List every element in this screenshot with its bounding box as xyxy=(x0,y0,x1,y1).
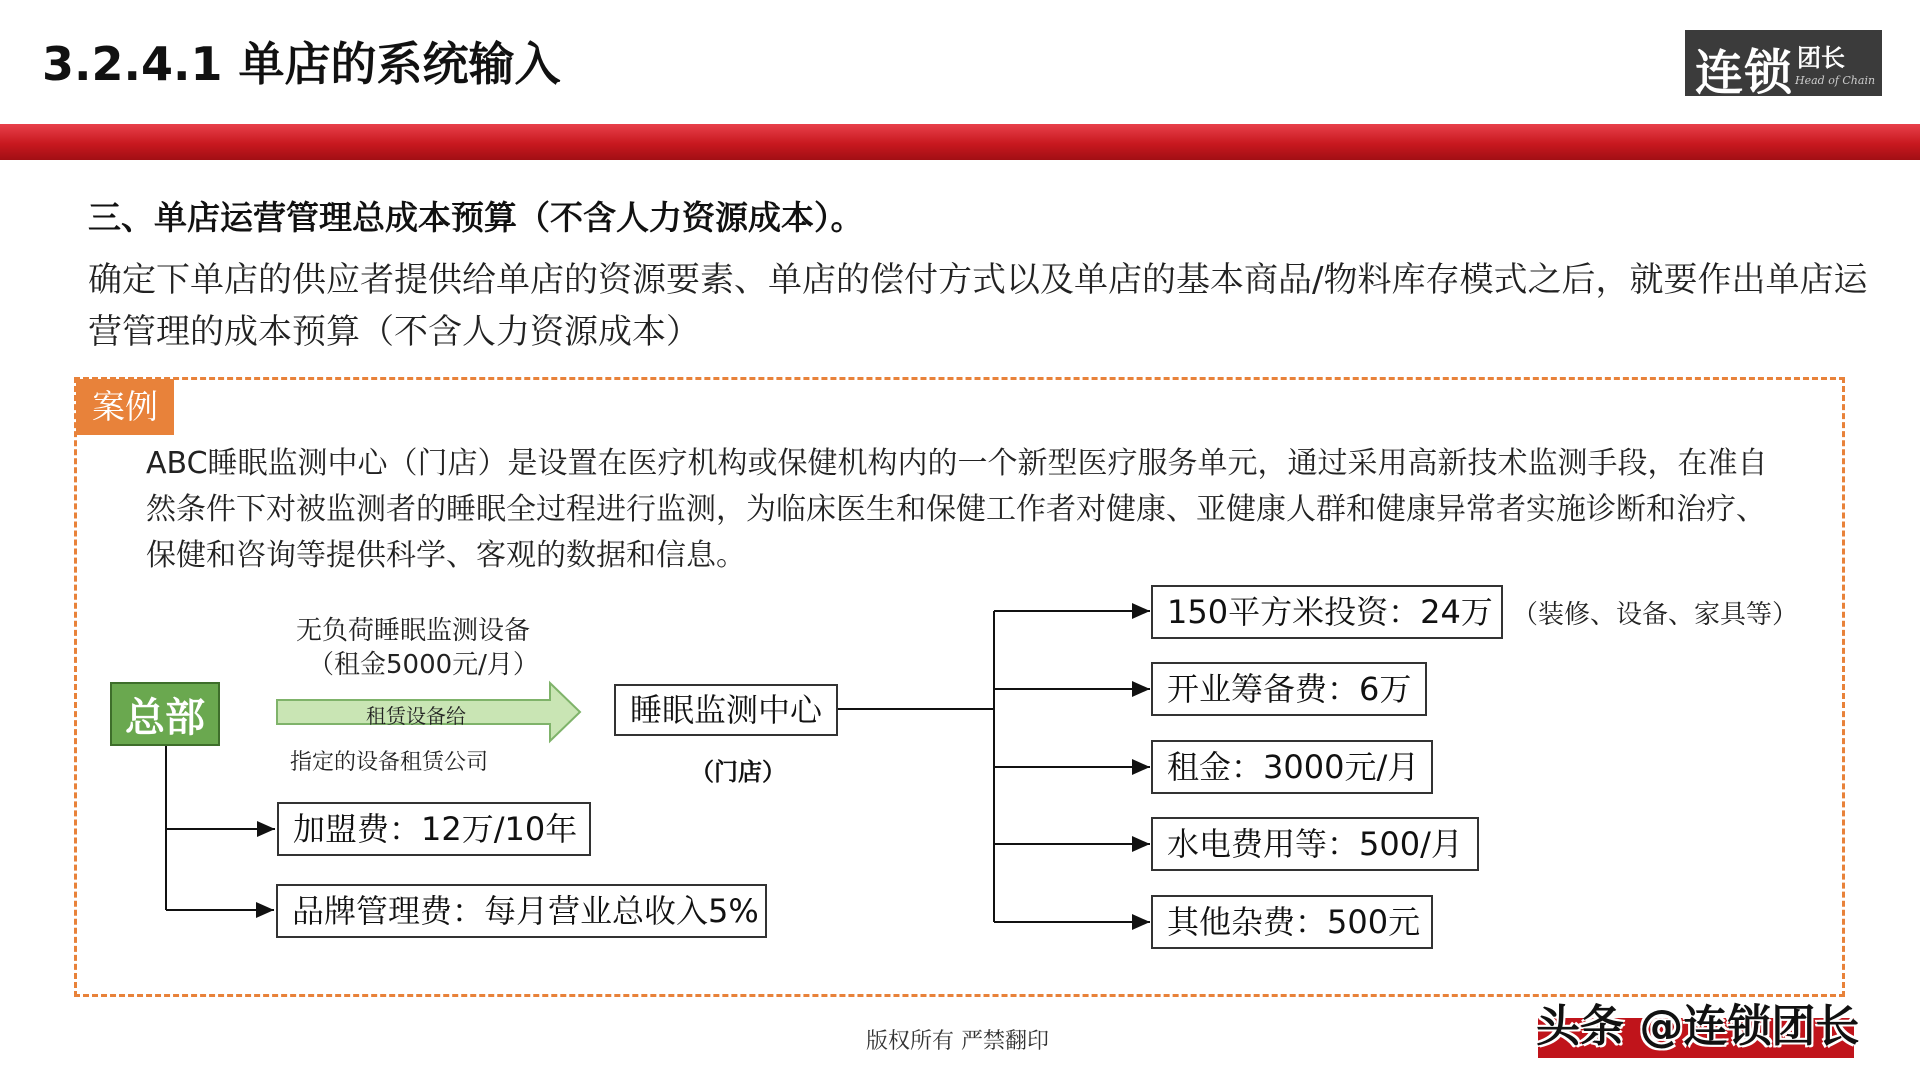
logo-english-text: Head of Chain xyxy=(1795,74,1876,87)
case-description: ABC睡眠监测中心（门店）是设置在医疗机构或保健机构内的一个新型医疗服务单元，通过采用高新技术监测手段，在准自然条件下对被监测者的睡眠全过程进行监测，为临床医生和保健工作者对健康、亚健康人群和健康异常者实施诊断和治疗、保健和咨询等提供科学、客观的数据和信息。 xyxy=(146,446,1768,573)
copyright-text: 版权所有 严禁翻印 xyxy=(866,1029,1049,1054)
franchise-fee-box: 加盟费：12万/10年 xyxy=(277,802,591,856)
hq-node: 总部 xyxy=(110,682,220,746)
watermark-text: 头条 @连锁团长 xyxy=(1536,1001,1860,1052)
brand-fee-box: 品牌管理费：每月营业总收入5% xyxy=(276,884,767,938)
cost-box-investment: 150平方米投资：24万 xyxy=(1151,585,1503,639)
cost-note: （装修、设备、家具等） xyxy=(1512,600,1799,630)
lessor-label: 指定的设备租赁公司 xyxy=(290,750,489,775)
cost-box-utilities: 水电费用等：500/月 xyxy=(1151,817,1479,871)
logo-main-text: 连锁 xyxy=(1695,45,1794,101)
lease-arrow-label: 租赁设备给 xyxy=(366,704,466,728)
page-title: 3.2.4.1 单店的系统输入 xyxy=(42,37,561,91)
cost-box-preparation: 开业筹备费：6万 xyxy=(1151,662,1427,716)
cost-box-rent: 租金：3000元/月 xyxy=(1151,740,1433,794)
center-note: （门店） xyxy=(690,758,786,786)
section-intro: 确定下单店的供应者提供给单店的资源要素、单店的偿付方式以及单店的基本商品/物料库存模式之后，就要作出单店运营管理的成本预算（不含人力资源成本） xyxy=(88,260,1868,352)
cost-box-misc: 其他杂费：500元 xyxy=(1151,895,1433,949)
section-heading: 三、单店运营管理总成本预算（不含人力资源成本）。 xyxy=(88,198,864,237)
case-tag: 案例 xyxy=(76,379,174,435)
equipment-label: 无负荷睡眠监测设备 xyxy=(296,616,531,646)
equipment-rent-label: （租金5000元/月） xyxy=(308,650,539,680)
center-node: 睡眠监测中心 xyxy=(614,684,838,736)
logo-sub-text: 团长 xyxy=(1797,44,1845,72)
